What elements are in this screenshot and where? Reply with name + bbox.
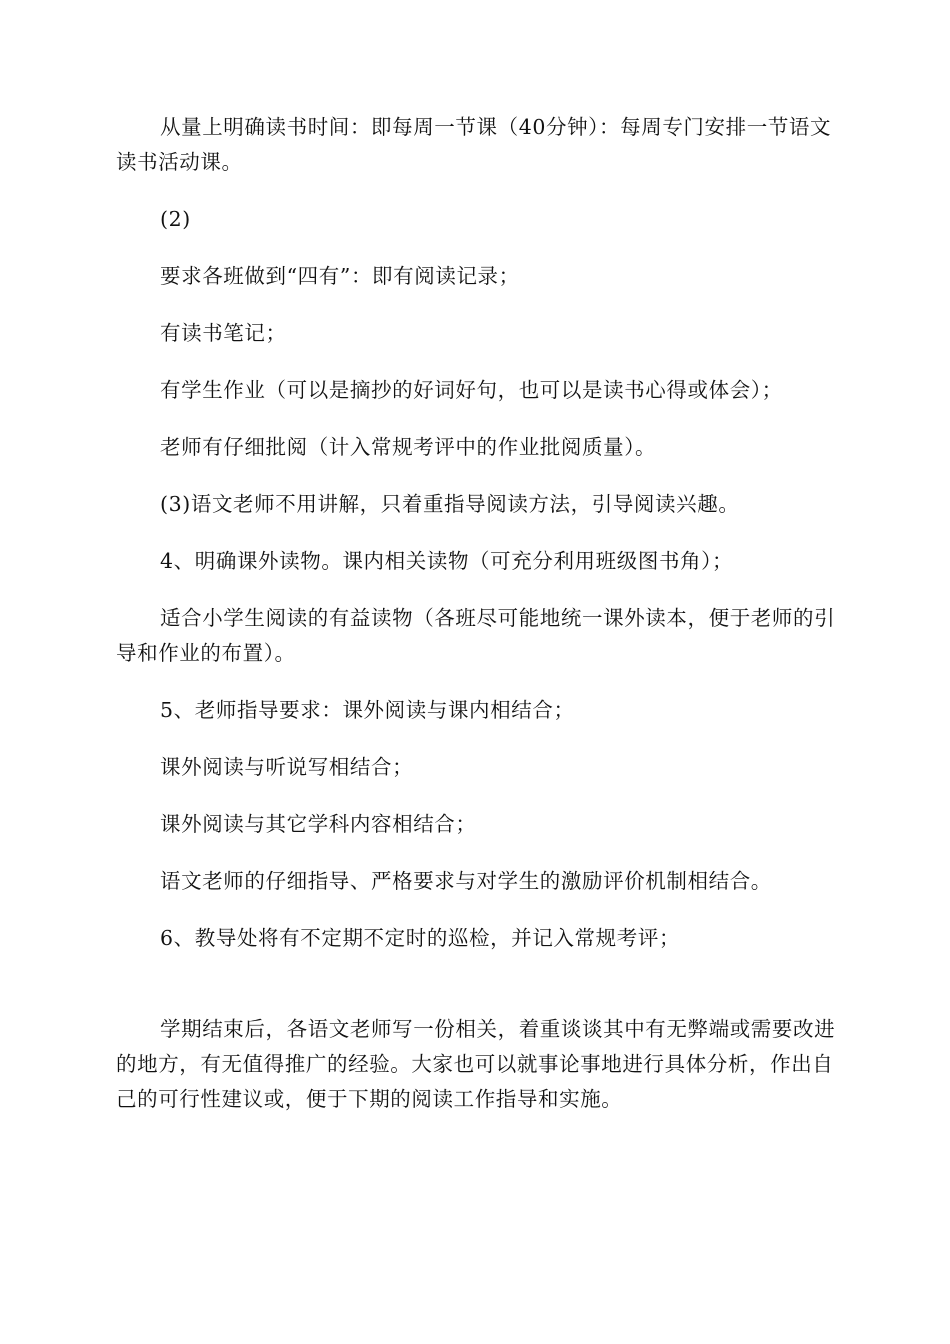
paragraph-student-homework: 有学生作业（可以是摘抄的好词好句，也可以是读书心得或体会）； bbox=[160, 378, 783, 402]
paragraph-item-3: (3)语文老师不用讲解，只着重指导阅读方法，引导阅读兴趣。 bbox=[160, 492, 740, 516]
document-body bbox=[116, 110, 836, 1139]
paragraph-item-5: 5、老师指导要求：课外阅读与课内相结合； bbox=[160, 698, 575, 722]
paragraph-item-4: 4、明确课外读物。课内相关读物（可充分利用班级图书角）； bbox=[160, 549, 734, 573]
paragraph-four-requirements: 要求各班做到“四有”：即有阅读记录； bbox=[160, 264, 520, 288]
paragraph-reading-notes: 有读书笔记； bbox=[160, 321, 287, 345]
paragraph-listening-speaking: 课外阅读与听说写相结合； bbox=[160, 755, 414, 779]
paragraph-reading-time: 从量上明确读书时间：即每周一节课（40分钟）：每周专门安排一节语文读书活动课。 bbox=[116, 115, 832, 174]
paragraph-item-2: (2) bbox=[160, 207, 191, 231]
paragraph-semester-summary: 学期结束后，各语文老师写一份相关，着重谈谈其中有无弊端或需要改进的地方，有无值得推广的经验。大家也可以就事论事地进行具体分析，作出自己的可行性建议或，便于下期的阅读工作指导和实施。 bbox=[116, 1017, 836, 1111]
paragraph-teacher-guidance: 语文老师的仔细指导、严格要求与对学生的激励评价机制相结合。 bbox=[160, 869, 772, 893]
paragraph-suitable-reading: 适合小学生阅读的有益读物（各班尽可能地统一课外读本，便于老师的引导和作业的布置）。 bbox=[116, 606, 836, 665]
paragraph-teacher-review: 老师有仔细批阅（计入常规考评中的作业批阅质量）。 bbox=[160, 435, 657, 459]
paragraph-item-6: 6、教导处将有不定期不定时的巡检，并记入常规考评； bbox=[160, 926, 681, 950]
paragraph-other-subjects: 课外阅读与其它学科内容相结合； bbox=[160, 812, 477, 836]
